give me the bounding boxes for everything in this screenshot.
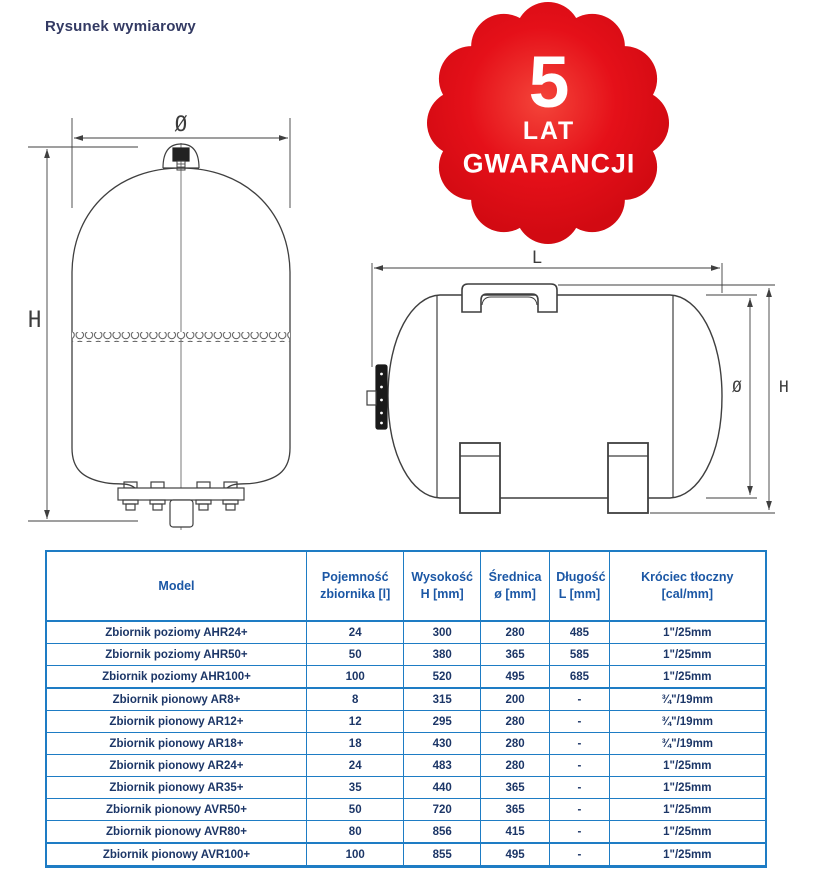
- v-bottom-fitting: [170, 500, 193, 527]
- cell-capacity: 8: [306, 688, 404, 711]
- table-row: [46, 777, 766, 799]
- cell-model: Zbiornik poziomy AHR100+: [46, 666, 306, 689]
- cell-height: 300: [404, 621, 480, 644]
- badge-gwarancji: GWARANCJI: [462, 148, 636, 179]
- cell-model: Zbiornik pionowy AVR50+: [46, 799, 306, 821]
- cell-capacity: 24: [306, 621, 404, 644]
- cell-length: 685: [550, 666, 609, 689]
- cell-length: 485: [550, 621, 609, 644]
- cell-height: 295: [404, 711, 480, 733]
- cell-model: Zbiornik pionowy AVR80+: [46, 821, 306, 844]
- table-row: [46, 843, 766, 867]
- cell-diameter: 415: [480, 821, 549, 844]
- col-header-capacity: Pojemność zbiornika [l]: [306, 551, 404, 621]
- cell-height: 430: [404, 733, 480, 755]
- v-valve: [173, 148, 189, 161]
- v-base-plate: [118, 488, 244, 500]
- table-row: [46, 755, 766, 777]
- table-row: [46, 733, 766, 755]
- cell-diameter: 200: [480, 688, 549, 711]
- table-row: [46, 666, 766, 689]
- cell-model: Zbiornik pionowy AR24+: [46, 755, 306, 777]
- col-header-height: Wysokość H [mm]: [404, 551, 480, 621]
- cell-capacity: 24: [306, 755, 404, 777]
- cell-model: Zbiornik pionowy AR35+: [46, 777, 306, 799]
- cell-length: -: [550, 733, 609, 755]
- cell-height: 483: [404, 755, 480, 777]
- cell-diameter: 365: [480, 644, 549, 666]
- cell-length: -: [550, 843, 609, 867]
- cell-height: 856: [404, 821, 480, 844]
- vertical-tank-drawing: [20, 100, 340, 545]
- table-row: [46, 621, 766, 644]
- col-header-connection: Króciec tłoczny [cal/mm]: [609, 551, 766, 621]
- cell-height: 855: [404, 843, 480, 867]
- cell-length: -: [550, 777, 609, 799]
- cell-capacity: 50: [306, 799, 404, 821]
- cell-diameter: 280: [480, 733, 549, 755]
- h-fitting: [367, 391, 376, 405]
- cell-length: 585: [550, 644, 609, 666]
- v-diameter-label: Ø: [174, 112, 188, 136]
- v-weld-seam: [72, 332, 290, 342]
- col-header-length: Długość L [mm]: [550, 551, 609, 621]
- dimensions-table: [45, 550, 767, 868]
- cell-capacity: 35: [306, 777, 404, 799]
- cell-connection: ¾"/19mm: [609, 733, 766, 755]
- cell-diameter: 365: [480, 799, 549, 821]
- cell-connection: 1"/25mm: [609, 821, 766, 844]
- table-row: [46, 688, 766, 711]
- cell-model: Zbiornik pionowy AVR100+: [46, 843, 306, 867]
- cell-model: Zbiornik pionowy AR12+: [46, 711, 306, 733]
- horizontal-tank-drawing: [360, 245, 800, 525]
- v-height-label: H: [28, 308, 42, 333]
- cell-height: 380: [404, 644, 480, 666]
- cell-diameter: 280: [480, 621, 549, 644]
- cell-height: 440: [404, 777, 480, 799]
- cell-connection: ¾"/19mm: [609, 711, 766, 733]
- cell-capacity: 100: [306, 666, 404, 689]
- table-row: [46, 644, 766, 666]
- table-header-row: [46, 551, 766, 621]
- cell-model: Zbiornik pionowy AR8+: [46, 688, 306, 711]
- cell-capacity: 50: [306, 644, 404, 666]
- dimensions-table-wrap: [45, 550, 767, 868]
- cell-height: 315: [404, 688, 480, 711]
- cell-model: Zbiornik poziomy AHR24+: [46, 621, 306, 644]
- h-tank-shell: [388, 295, 722, 498]
- cell-height: 720: [404, 799, 480, 821]
- col-header-diameter: Średnica ø [mm]: [480, 551, 549, 621]
- cell-connection: 1"/25mm: [609, 666, 766, 689]
- table-row: [46, 799, 766, 821]
- badge-number: 5: [528, 41, 570, 124]
- cell-capacity: 80: [306, 821, 404, 844]
- cell-model: Zbiornik pionowy AR18+: [46, 733, 306, 755]
- table-row: [46, 821, 766, 844]
- page-title: Rysunek wymiarowy: [45, 18, 196, 35]
- table-body: [46, 621, 766, 867]
- warranty-badge-svg: [427, 2, 671, 246]
- cell-capacity: 12: [306, 711, 404, 733]
- cell-diameter: 280: [480, 755, 549, 777]
- col-header-model: Model: [46, 551, 306, 621]
- cell-model: Zbiornik poziomy AHR50+: [46, 644, 306, 666]
- cell-length: -: [550, 799, 609, 821]
- cell-length: -: [550, 821, 609, 844]
- cell-connection: 1"/25mm: [609, 777, 766, 799]
- cell-connection: 1"/25mm: [609, 621, 766, 644]
- cell-diameter: 495: [480, 666, 549, 689]
- cell-capacity: 18: [306, 733, 404, 755]
- cell-connection: 1"/25mm: [609, 644, 766, 666]
- cell-length: -: [550, 711, 609, 733]
- badge-lat: LAT: [522, 117, 576, 145]
- cell-length: -: [550, 755, 609, 777]
- cell-diameter: 365: [480, 777, 549, 799]
- cell-connection: 1"/25mm: [609, 843, 766, 867]
- cell-connection: 1"/25mm: [609, 799, 766, 821]
- cell-diameter: 280: [480, 711, 549, 733]
- cell-length: -: [550, 688, 609, 711]
- cell-diameter: 495: [480, 843, 549, 867]
- warranty-badge: [427, 2, 671, 246]
- h-length-label: L: [531, 248, 543, 268]
- cell-capacity: 100: [306, 843, 404, 867]
- table-row: [46, 711, 766, 733]
- h-height-label: H: [779, 377, 789, 396]
- cell-height: 520: [404, 666, 480, 689]
- h-diameter-label: Ø: [732, 377, 742, 396]
- cell-connection: ¾"/19mm: [609, 688, 766, 711]
- cell-connection: 1"/25mm: [609, 755, 766, 777]
